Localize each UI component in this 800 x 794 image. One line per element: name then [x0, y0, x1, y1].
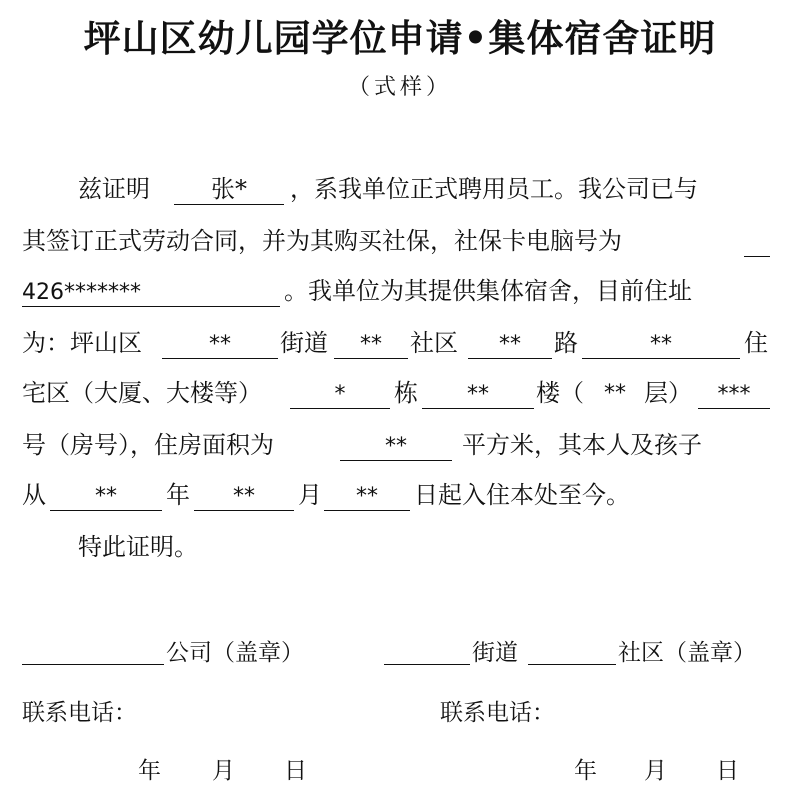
company-name-field[interactable]: [22, 634, 164, 665]
year-field[interactable]: [50, 478, 162, 511]
room-value: ***: [717, 382, 751, 407]
text-from: 从: [22, 481, 46, 509]
month-value: **: [233, 484, 255, 509]
date-day-left: 日: [284, 758, 307, 784]
date-month-left: 月: [212, 758, 235, 784]
date-year-left: 年: [138, 758, 161, 784]
room-field[interactable]: [698, 376, 770, 409]
street-field[interactable]: [162, 326, 278, 359]
date-year-right: 年: [574, 758, 597, 784]
text-moved-in: 日起入住本处至今。: [414, 481, 630, 509]
text-road: 路: [554, 329, 578, 357]
text-street: 街道: [280, 329, 328, 357]
body-line-3: [22, 274, 782, 308]
text-floor: 层）: [644, 379, 692, 407]
day-value: **: [356, 484, 378, 509]
street-name-field[interactable]: [384, 634, 470, 665]
text-certify: 兹证明: [78, 175, 150, 203]
community-value: **: [360, 332, 382, 357]
day-field[interactable]: [324, 478, 410, 511]
text-block: 楼（: [536, 379, 584, 407]
road-value: **: [499, 332, 521, 357]
road-number-field[interactable]: [582, 326, 740, 359]
body-line-2: [22, 224, 782, 258]
community-name-field[interactable]: [528, 634, 616, 665]
text-year: 年: [166, 481, 190, 509]
block-field[interactable]: [422, 376, 534, 409]
area-value: **: [385, 434, 407, 459]
phone-label-right: 联系电话：: [440, 700, 555, 726]
body-line-1: [22, 172, 782, 206]
name-value: 张*: [211, 175, 247, 203]
road-field[interactable]: [468, 326, 552, 359]
document-title: 坪山区幼儿园学位申请•集体宿舍证明: [83, 17, 717, 60]
date-day-right: 日: [716, 758, 739, 784]
building-value: *: [334, 382, 346, 407]
company-seal-label: 公司（盖章）: [166, 640, 304, 666]
ss-number-field-start[interactable]: [744, 224, 770, 257]
year-value: **: [95, 484, 117, 509]
body-line-8: [22, 530, 782, 564]
text-hereby-certify: 特此证明。: [78, 533, 198, 561]
floor-value: **: [604, 381, 626, 406]
month-field[interactable]: [194, 478, 294, 511]
text-room-area: 号（房号），住房面积为: [22, 431, 274, 459]
ss-number-value: 426*******: [22, 280, 141, 305]
text-residential: 住: [744, 329, 768, 357]
street-label: 街道: [472, 640, 518, 666]
phone-label-left: 联系电话：: [22, 700, 137, 726]
block-value: **: [467, 382, 489, 407]
street-value: **: [209, 332, 231, 357]
text-month: 月: [298, 481, 322, 509]
area-field[interactable]: [340, 428, 452, 461]
text-square-meters: 平方米，其本人及孩子: [462, 431, 702, 459]
body-line-6: [22, 428, 782, 462]
road-number-value: **: [650, 332, 672, 357]
text-pingshan: 为：坪山区: [22, 329, 142, 357]
body-line-5: [22, 376, 782, 410]
text-estate: 宅区（大厦、大楼等）: [22, 379, 262, 407]
ss-number-field[interactable]: [22, 274, 280, 307]
document-subtitle: （式样）: [347, 75, 452, 100]
text-community: 社区: [410, 329, 458, 357]
text-contract: 其签订正式劳动合同，并为其购买社保，社保卡电脑号为: [22, 227, 622, 255]
community-field[interactable]: [334, 326, 408, 359]
date-month-right: 月: [644, 758, 667, 784]
community-seal-label: 社区（盖章）: [618, 640, 756, 666]
body-line-7: [22, 478, 782, 512]
text-dormitory: 。我单位为其提供集体宿舍，目前住址: [284, 277, 692, 305]
building-field[interactable]: [290, 376, 390, 409]
body-line-4: [22, 326, 782, 360]
text-employee: ，系我单位正式聘用员工。我公司已与: [290, 175, 698, 203]
text-building: 栋: [394, 379, 418, 407]
name-field[interactable]: [174, 172, 284, 205]
